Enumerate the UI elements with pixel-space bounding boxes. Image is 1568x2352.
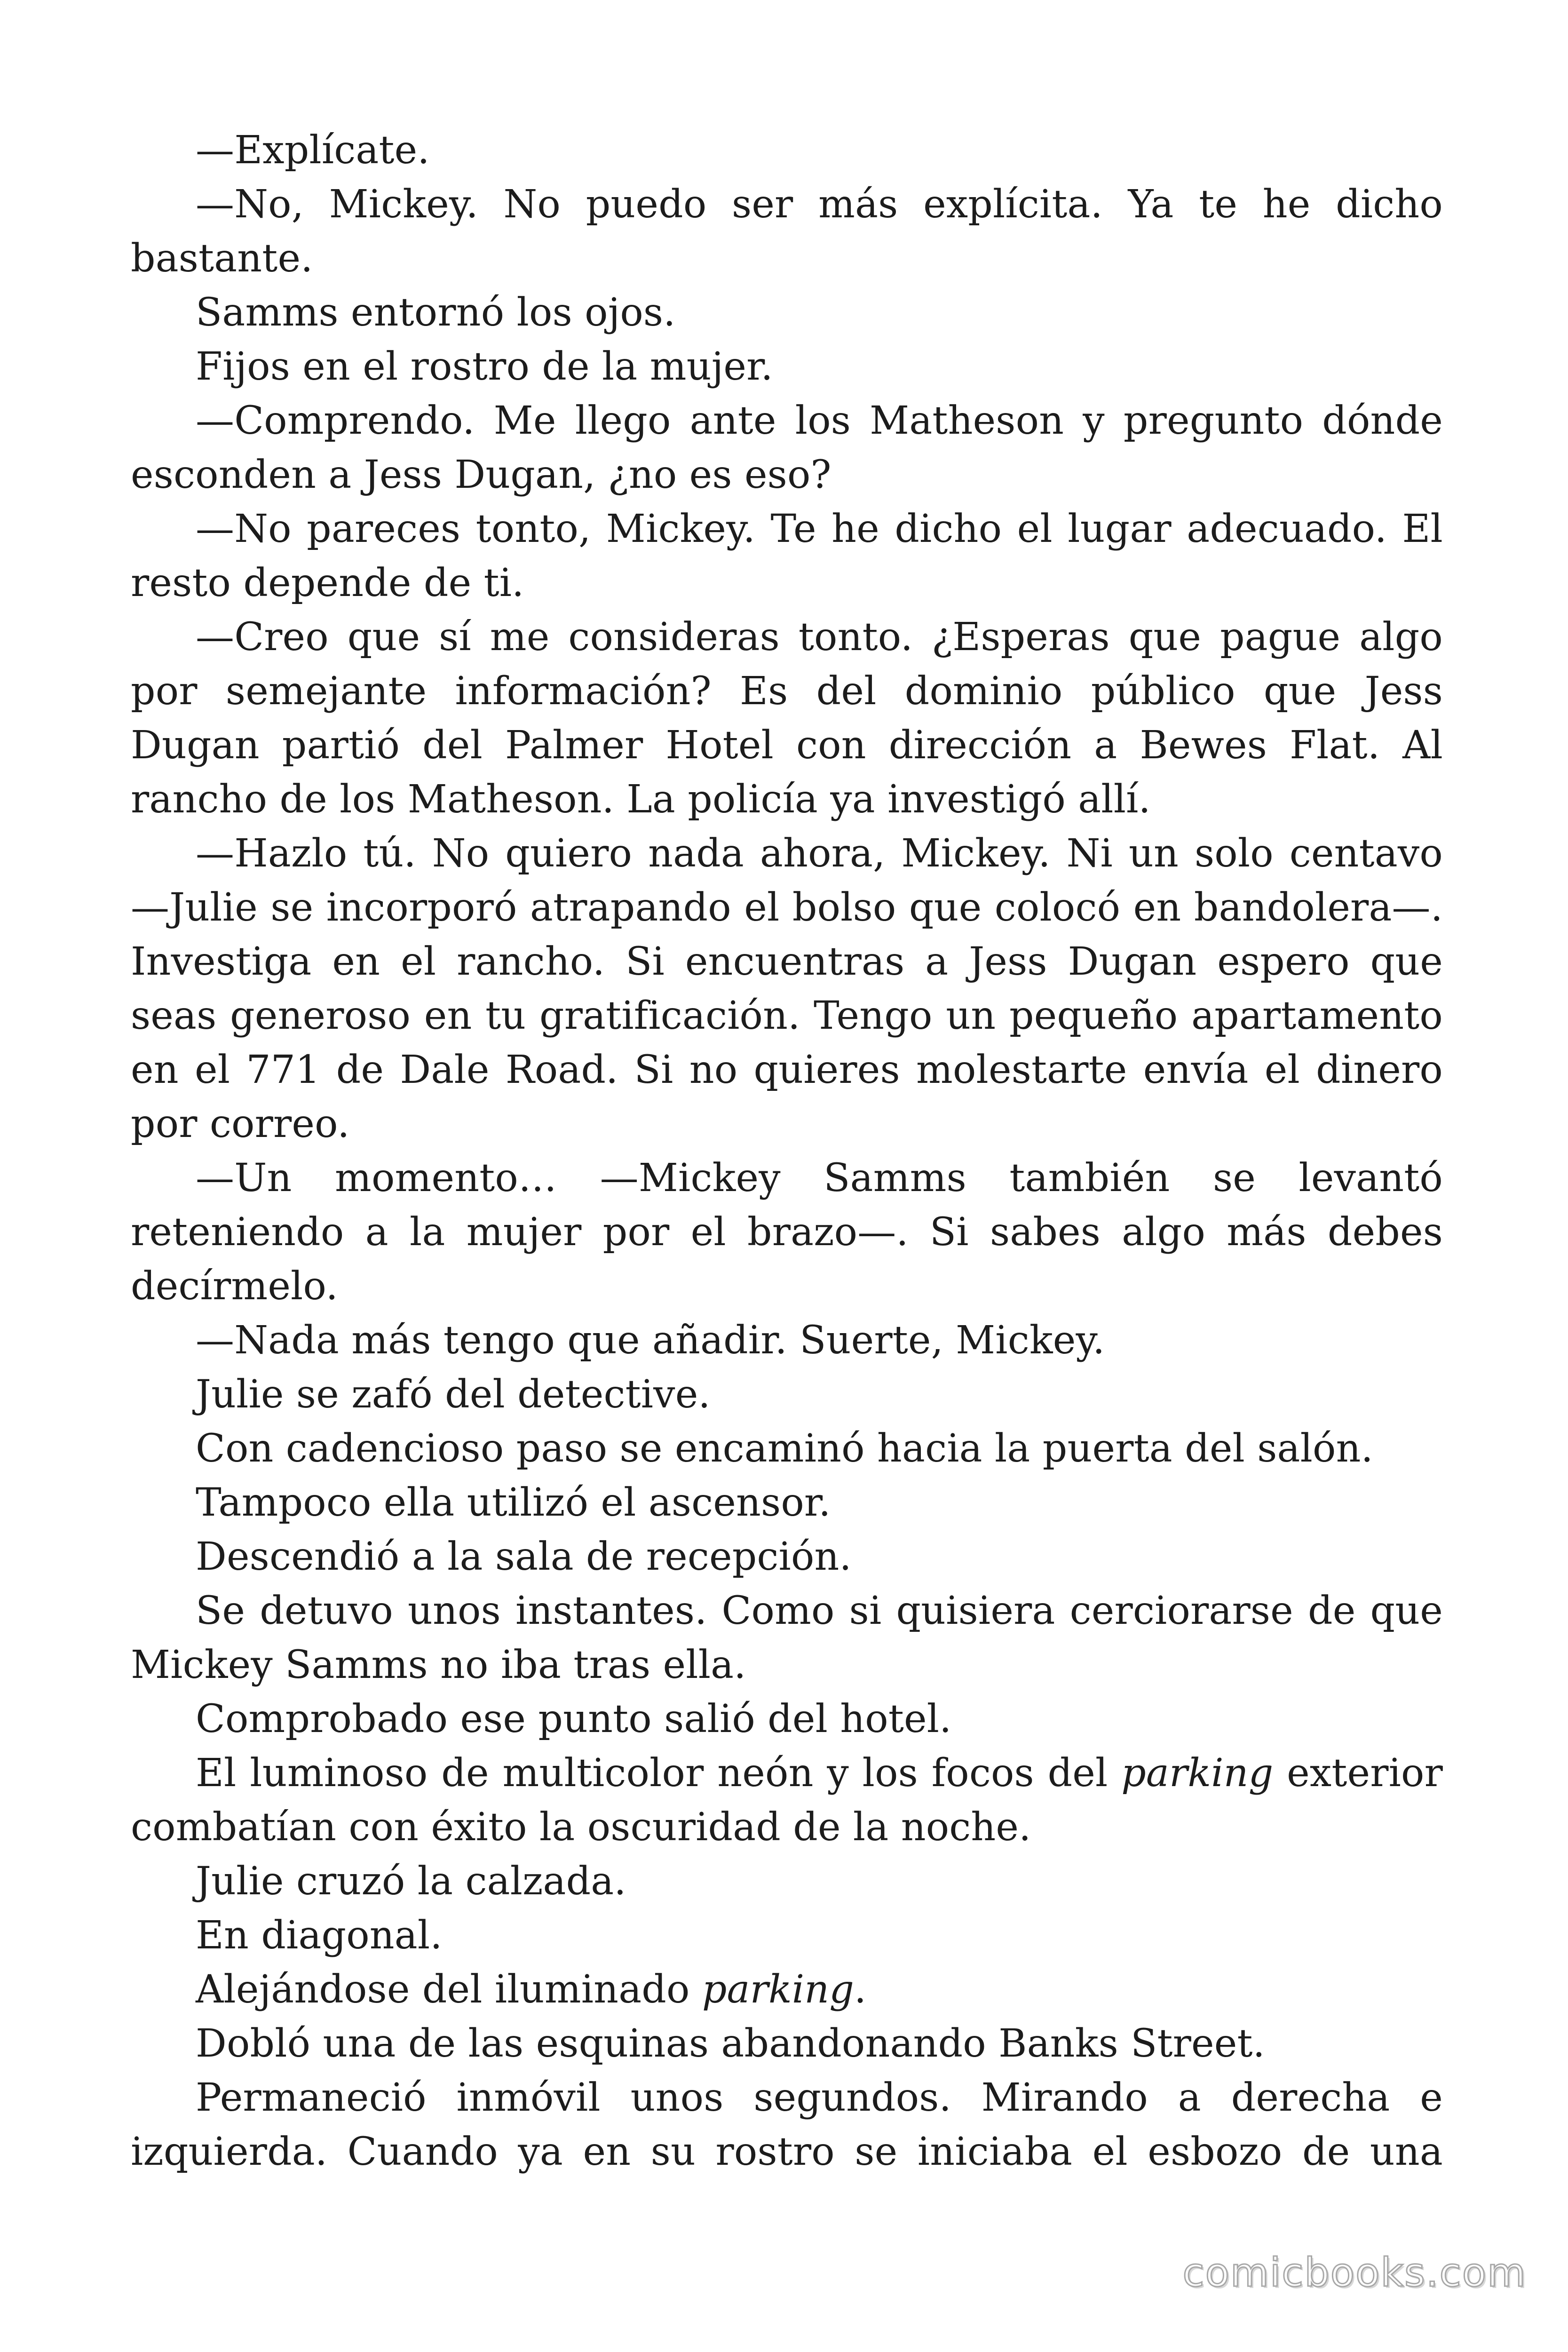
text-run: —Creo que sí me consideras tonto. ¿Esperas que pague algo por semejante información? Es del dominio público que Jess Dugan partió del Palmer Hotel con dirección a Bewes Flat. Al rancho de los Matheson. La policía ya investigó allí. (131, 615, 1443, 822)
text-run: —Un momento… —Mickey Samms también se levantó reteniendo a la mujer por el brazo—. Si sabes algo más debes decírmelo. (131, 1156, 1443, 1309)
paragraph (131, 1367, 1443, 1422)
text-run: —Explícate. (196, 128, 430, 173)
paragraph (131, 394, 1443, 502)
paragraph (131, 1963, 1443, 2017)
paragraph (131, 123, 1443, 177)
paragraph (131, 286, 1443, 340)
text-run: —Nada más tengo que añadir. Suerte, Mickey. (196, 1318, 1105, 1363)
text-run: Con cadencioso paso se encaminó hacia la puerta del salón. (196, 1426, 1373, 1471)
text-run: —No, Mickey. No puedo ser más explícita. Ya te he dicho bastante. (131, 182, 1443, 281)
paragraph (131, 826, 1443, 1151)
paragraph (131, 502, 1443, 610)
italic-text: parking (702, 1967, 855, 2012)
paragraph (131, 1746, 1443, 1854)
paragraph (131, 2071, 1443, 2179)
text-run: Descendió a la sala de recepción. (196, 1534, 852, 1579)
paragraph (131, 1908, 1443, 1963)
text-run: Julie cruzó la calzada. (196, 1859, 626, 1904)
paragraph (131, 1854, 1443, 1908)
text-run: . (854, 1967, 867, 2012)
text-run: Permaneció inmóvil unos segundos. Mirando a derecha e izquierda. Cuando ya en su rostro se iniciaba el esbozo de una (131, 2075, 1443, 2174)
paragraph (131, 1692, 1443, 1746)
paragraph (131, 1151, 1443, 1313)
text-run: Dobló una de las esquinas abandonando Banks Street. (196, 2021, 1265, 2066)
text-run: Julie se zafó del detective. (196, 1372, 711, 1417)
paragraph (131, 177, 1443, 286)
text-run: exterior combatían con éxito la oscuridad de la noche. (131, 1751, 1443, 1850)
text-run: Samms entornó los ojos. (196, 290, 676, 335)
watermark: comicbooks.com (1182, 2249, 1527, 2296)
text-run: Comprobado ese punto salió del hotel. (196, 1697, 952, 1741)
paragraph (131, 1313, 1443, 1367)
text-run: Tampoco ella utilizó el ascensor. (196, 1480, 831, 1525)
paragraph (131, 2017, 1443, 2071)
paragraph (131, 1476, 1443, 1530)
text-run: El luminoso de multicolor neón y los focos del (196, 1751, 1122, 1796)
paragraph (131, 1530, 1443, 1584)
text-run: Se detuvo unos instantes. Como si quisiera cerciorarse de que Mickey Samms no iba tras ella. (131, 1589, 1443, 1687)
text-run: Fijos en el rostro de la mujer. (196, 344, 773, 389)
text-run: —No pareces tonto, Mickey. Te he dicho el lugar adecuado. El resto depende de ti. (131, 507, 1443, 605)
paragraph (131, 340, 1443, 394)
text-run: En diagonal. (196, 1913, 443, 1958)
page-body-text (131, 123, 1443, 2179)
text-run: —Comprendo. Me llego ante los Matheson y pregunto dónde esconden a Jess Dugan, ¿no es eso? (131, 398, 1443, 497)
paragraph (131, 610, 1443, 826)
text-run: Alejándose del iluminado (196, 1967, 702, 2012)
paragraph (131, 1422, 1443, 1476)
paragraph (131, 1584, 1443, 1692)
text-run: —Hazlo tú. No quiero nada ahora, Mickey. Ni un solo centavo —Julie se incorporó atrapando el bolso que colocó en bandolera—. Investiga en el rancho. Si encuentras a Jess Dugan espero que seas generoso en tu gratificación. Tengo un pequeño apartamento en el 771 de Dale Road. Si no quieres molestarte envía el dinero por correo. (131, 831, 1443, 1146)
italic-text: parking (1121, 1751, 1274, 1796)
